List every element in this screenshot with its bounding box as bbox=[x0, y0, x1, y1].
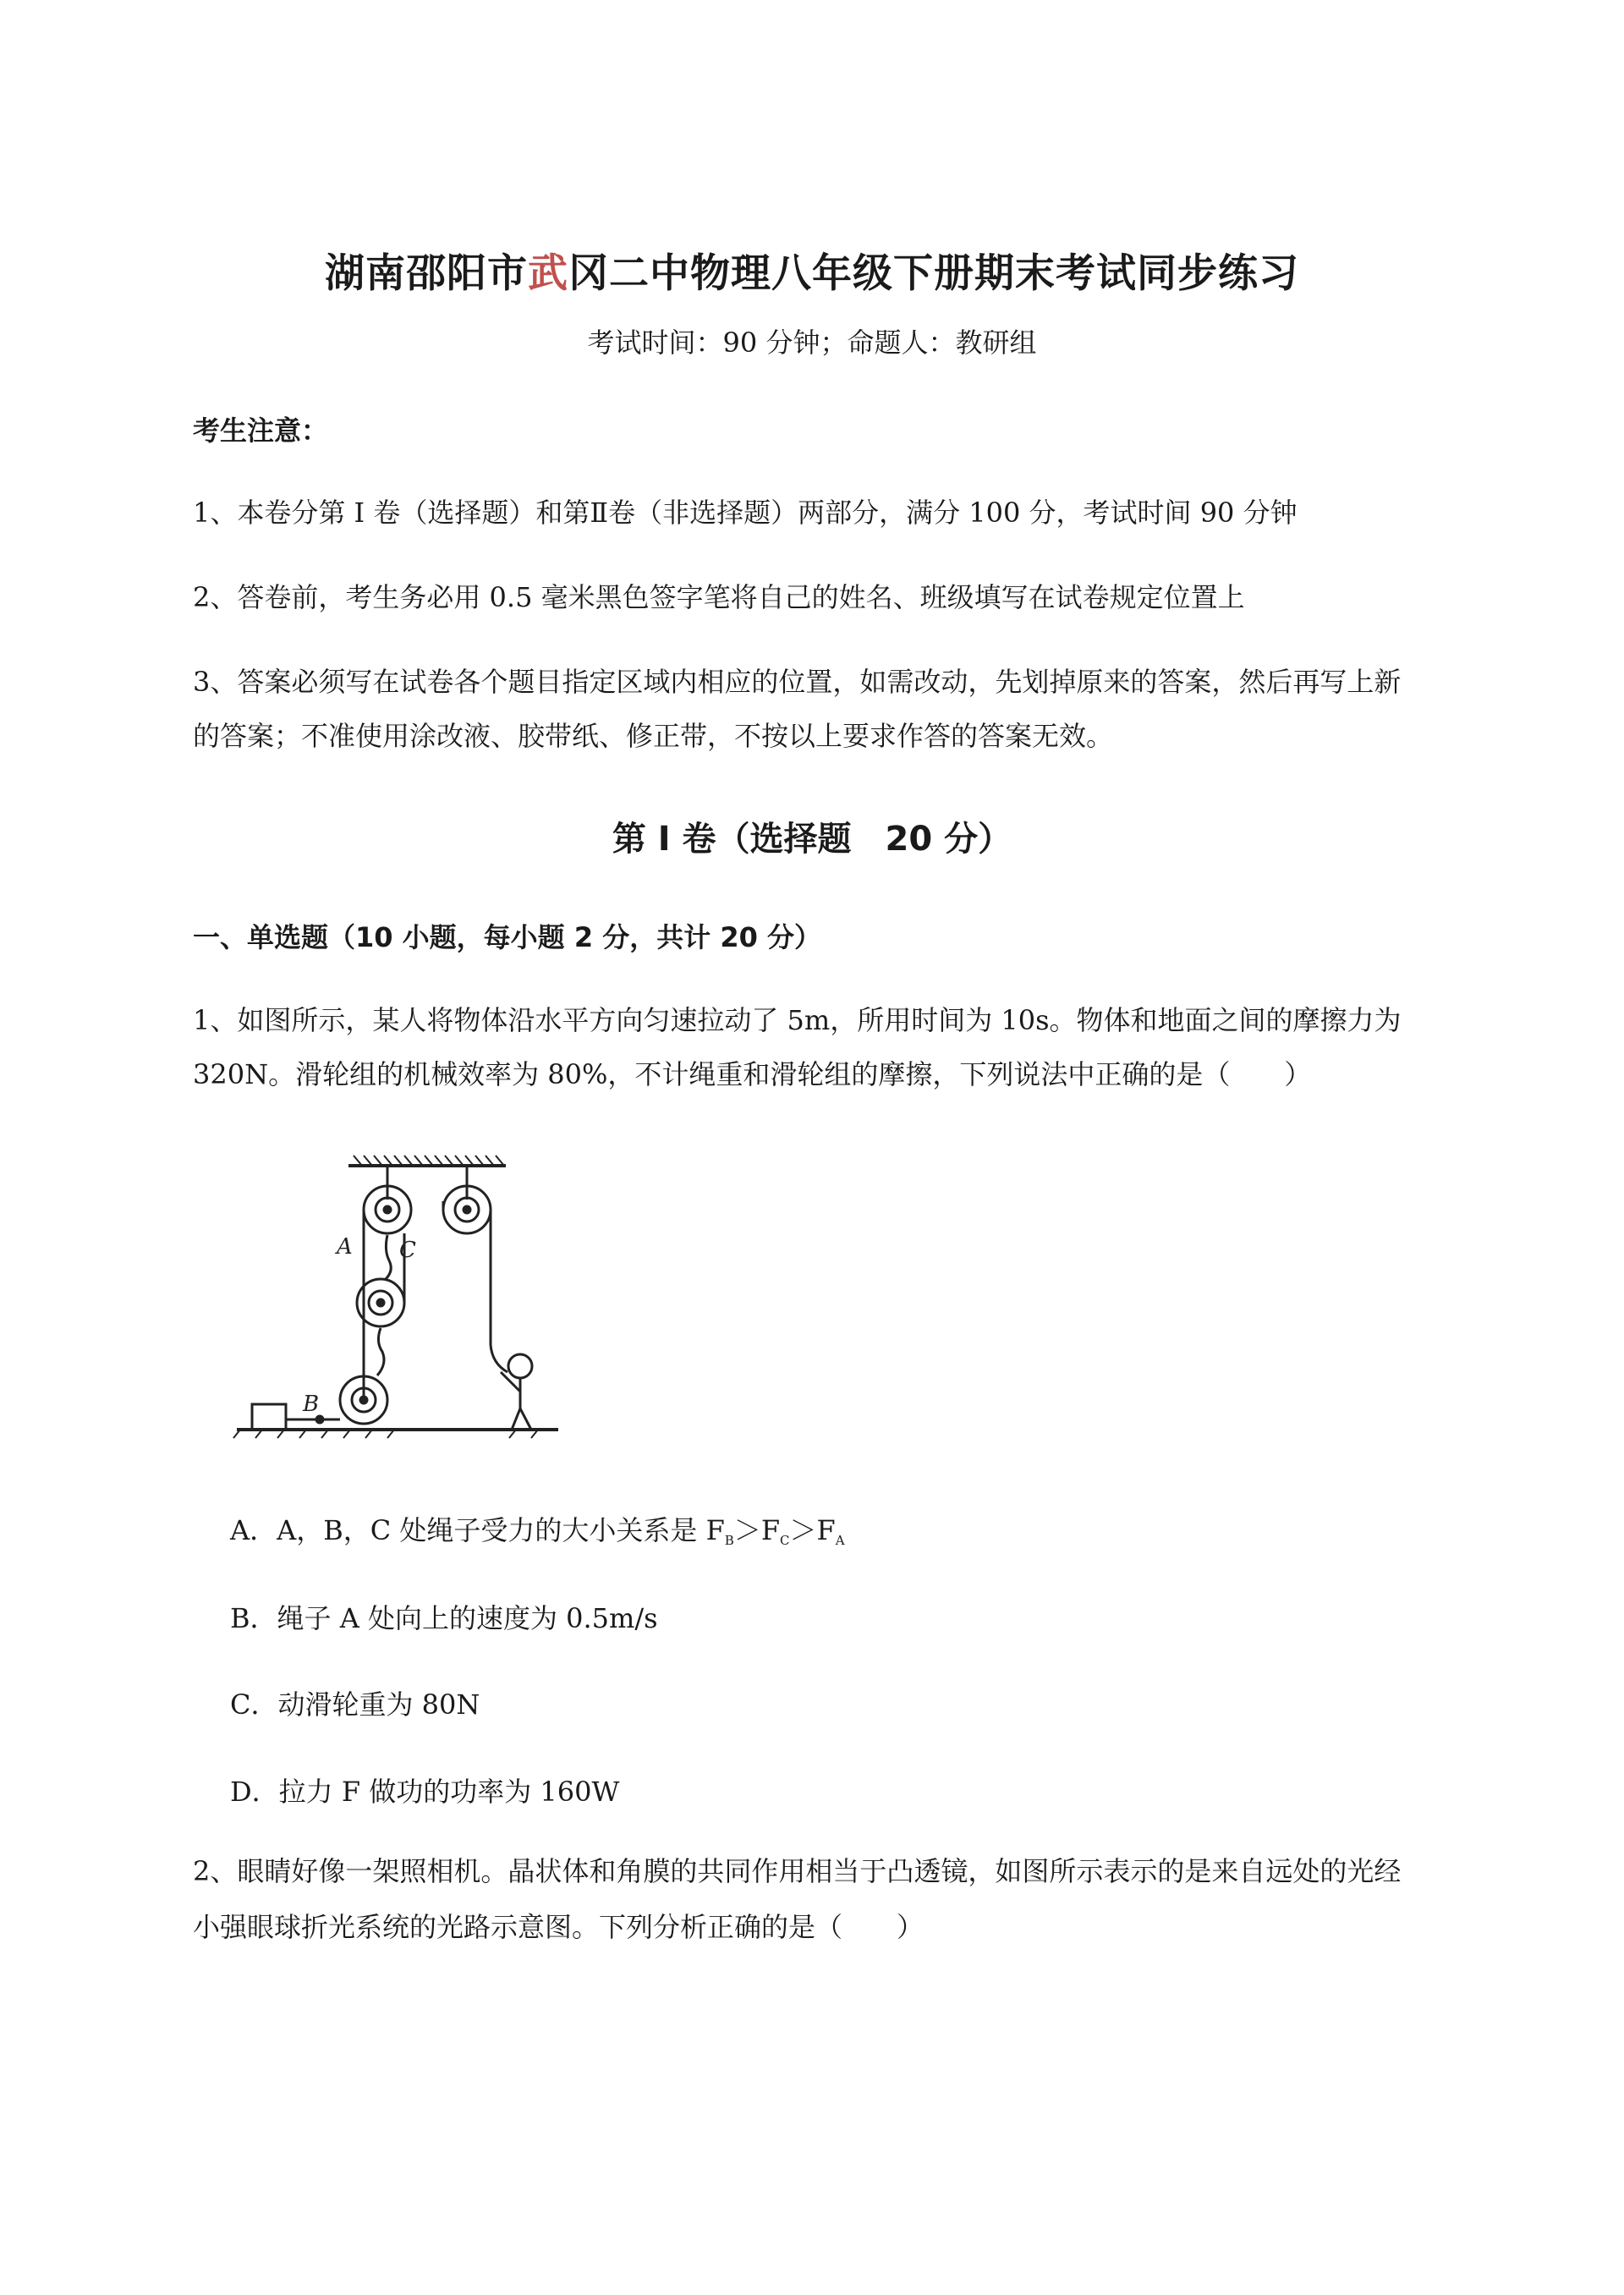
label-b: B bbox=[303, 1392, 320, 1417]
question-1-line-1: 1、如图所示，某人将物体沿水平方向匀速拉动了 5m，所用时间为 10s。物体和地面之间的摩擦力为 bbox=[193, 1004, 1402, 1036]
question-1-option-b: B．绳子 A 处向上的速度为 0.5m/s bbox=[230, 1602, 658, 1634]
notice-item-1: 1、本卷分第 I 卷（选择题）和第Ⅱ卷（非选择题）两部分，满分 100 分，考试时间 90 分钟 bbox=[193, 497, 1298, 529]
page-title: 湖南邵阳市武冈二中物理八年级下册期末考试同步练习 bbox=[325, 250, 1299, 297]
exam-info: 考试时间：90 分钟；命题人：教研组 bbox=[587, 327, 1037, 359]
label-a: A bbox=[337, 1234, 353, 1260]
question-1-option-d: D．拉力 F 做功的功率为 160W bbox=[230, 1776, 620, 1808]
notice-item-2: 2、答卷前，考生务必用 0.5 毫米黑色签字笔将自己的姓名、班级填写在试卷规定位置上 bbox=[193, 581, 1245, 613]
question-2-line-2: 小强眼球折光系统的光路示意图。下列分析正确的是（ ） bbox=[193, 1911, 924, 1943]
question-1-option-a: A．A，B，C 处绳子受力的大小关系是 $F_B>F_C>F_A$ bbox=[230, 1514, 845, 1548]
question-1-line-2: 320N。滑轮组的机械效率为 80%，不计绳重和滑轮组的摩擦，下列说法中正确的是（ ） bbox=[193, 1058, 1312, 1090]
title-highlight-char: 武 bbox=[528, 250, 568, 297]
label-c: C bbox=[399, 1238, 416, 1263]
section-title: 第 I 卷（选择题 20 分） bbox=[612, 820, 1012, 859]
notice-item-3-cont: 的答案；不准使用涂改液、胶带纸、修正带，不按以上要求作答的答案无效。 bbox=[193, 720, 1114, 752]
question-1-option-c: C．动滑轮重为 80N bbox=[230, 1688, 480, 1721]
section-subtitle: 一、单选题（10 小题，每小题 2 分，共计 20 分） bbox=[193, 921, 822, 953]
pulley-diagram bbox=[228, 1150, 584, 1472]
notice-item-3: 3、答案必须写在试卷各个题目指定区域内相应的位置，如需改动，先划掉原来的答案，然后再写上新 bbox=[193, 666, 1402, 698]
notice-heading: 考生注意： bbox=[193, 415, 329, 447]
question-2-line-1: 2、眼睛好像一架照相机。晶状体和角膜的共同作用相当于凸透镜，如图所示表示的是来自远处的光经 bbox=[193, 1855, 1402, 1887]
